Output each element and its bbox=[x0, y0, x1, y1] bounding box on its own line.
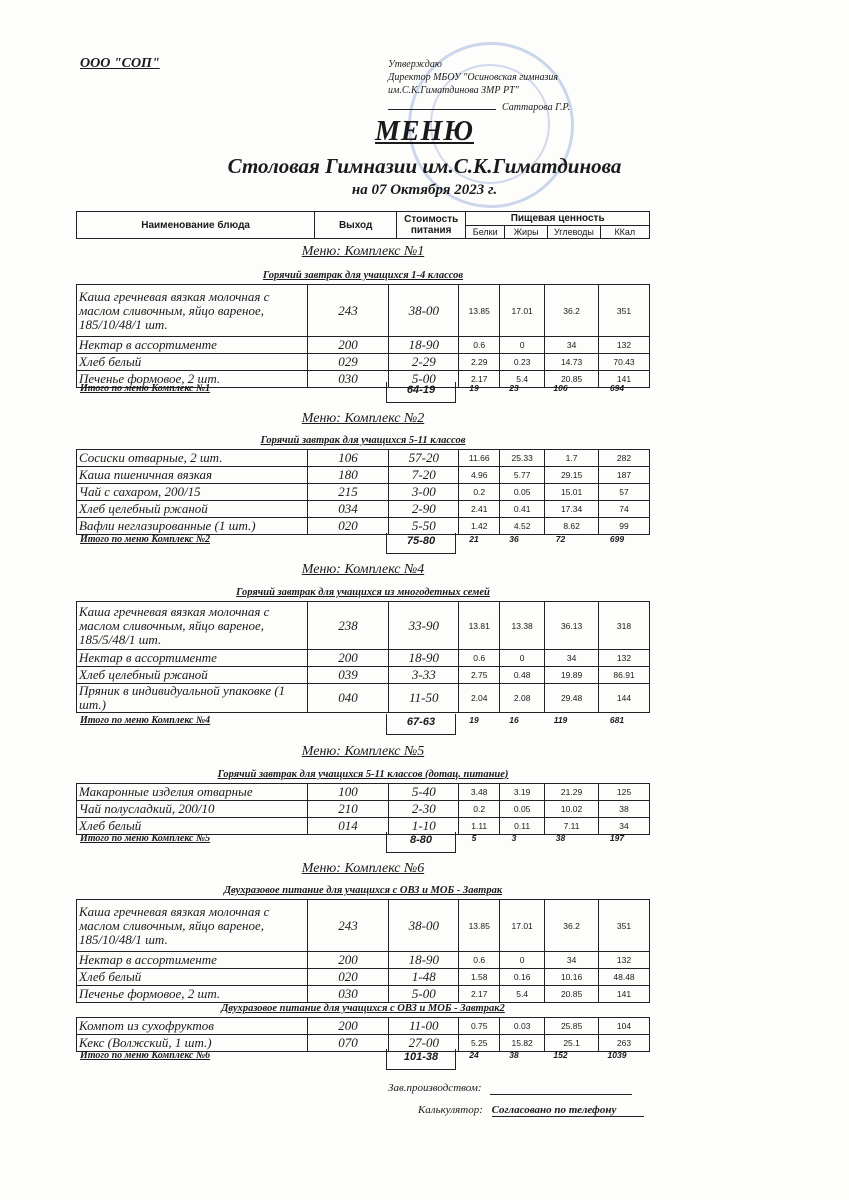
menu-title: Меню: Комплекс №6 bbox=[301, 861, 425, 876]
kcal-value: 141 bbox=[599, 986, 650, 1003]
dish-price: 5-00 bbox=[389, 371, 459, 388]
production-signature-line bbox=[490, 1082, 632, 1095]
protein-value: 4.96 bbox=[459, 467, 500, 484]
section-subtitle: Горячий завтрак для учащихся 5-11 классов (дотац. питание) bbox=[217, 769, 509, 780]
dish-output: 029 bbox=[307, 354, 389, 371]
calculator-signoff bbox=[418, 1104, 644, 1117]
fat-value: 4.52 bbox=[500, 518, 545, 535]
total-protein: 21 bbox=[469, 534, 479, 544]
fat-value: 0 bbox=[500, 952, 545, 969]
dish-name: Вафли неглазированные (1 шт.) bbox=[77, 518, 308, 535]
total-price: 64-19 bbox=[386, 382, 456, 403]
kcal-value: 141 bbox=[599, 371, 650, 388]
menu-total bbox=[76, 383, 650, 403]
menu-total bbox=[76, 1050, 650, 1070]
carbs-value: 25.1 bbox=[545, 1035, 599, 1052]
total-kcal: 197 bbox=[609, 833, 625, 843]
table-row bbox=[77, 818, 650, 835]
table-row bbox=[77, 1018, 650, 1035]
dish-output: 210 bbox=[307, 801, 389, 818]
dish-name: Хлеб белый bbox=[77, 969, 308, 986]
total-fat: 36 bbox=[509, 534, 519, 544]
table-row bbox=[77, 1035, 650, 1052]
kcal-value: 144 bbox=[599, 684, 650, 713]
protein-value: 2.17 bbox=[459, 371, 500, 388]
kcal-value: 351 bbox=[599, 285, 650, 337]
total-protein: 19 bbox=[469, 383, 479, 393]
menu-table bbox=[76, 899, 650, 1003]
table-row bbox=[77, 952, 650, 969]
dish-output: 040 bbox=[307, 684, 389, 713]
dish-output: 106 bbox=[307, 450, 389, 467]
total-kcal: 681 bbox=[609, 715, 625, 725]
total-kcal: 699 bbox=[609, 534, 625, 544]
dish-output: 070 bbox=[307, 1035, 389, 1052]
total-carbs: 38 bbox=[555, 833, 566, 843]
dish-name: Чай с сахаром, 200/15 bbox=[77, 484, 308, 501]
fat-value: 25.33 bbox=[500, 450, 545, 467]
section-subtitle: Двухразовое питание для учащихся с ОВЗ и МОБ - Завтрак bbox=[223, 885, 503, 896]
kcal-value: 57 bbox=[599, 484, 650, 501]
kcal-value: 351 bbox=[599, 900, 650, 952]
dish-name: Компот из сухофруктов bbox=[77, 1018, 308, 1035]
carbs-value: 20.85 bbox=[545, 371, 599, 388]
dish-price: 18-90 bbox=[389, 952, 459, 969]
total-carbs: 106 bbox=[553, 383, 568, 393]
dish-price: 1-10 bbox=[389, 818, 459, 835]
protein-value: 2.17 bbox=[459, 986, 500, 1003]
carbs-value: 34 bbox=[545, 650, 599, 667]
section-subtitle: Двухразовое питание для учащихся с ОВЗ и МОБ - Завтрак2 bbox=[221, 1003, 505, 1014]
total-kcal: 694 bbox=[609, 383, 625, 393]
fat-value: 0.41 bbox=[500, 501, 545, 518]
table-header bbox=[76, 211, 650, 239]
dish-output: 030 bbox=[307, 986, 389, 1003]
table-row bbox=[77, 285, 650, 337]
calculator-label: Калькулятор: bbox=[418, 1104, 483, 1116]
approval-block bbox=[388, 58, 570, 114]
dish-output: 030 bbox=[307, 371, 389, 388]
menu-table bbox=[76, 449, 650, 535]
table-row bbox=[77, 650, 650, 667]
total-fat: 3 bbox=[511, 833, 517, 843]
header-output: Выход bbox=[315, 212, 397, 239]
dish-price: 11-00 bbox=[389, 1018, 459, 1035]
dish-price: 27-00 bbox=[389, 1035, 459, 1052]
fat-value: 2.08 bbox=[500, 684, 545, 713]
dish-output: 200 bbox=[307, 1018, 389, 1035]
carbs-value: 36.13 bbox=[545, 602, 599, 650]
table-row bbox=[77, 684, 650, 713]
dish-output: 200 bbox=[307, 337, 389, 354]
fat-value: 5.4 bbox=[500, 986, 545, 1003]
kcal-value: 125 bbox=[599, 784, 650, 801]
carbs-value: 20.85 bbox=[545, 986, 599, 1003]
dish-name: Чай полусладкий, 200/10 bbox=[77, 801, 308, 818]
dish-price: 1-48 bbox=[389, 969, 459, 986]
dish-name: Хлеб целебный ржаной bbox=[77, 667, 308, 684]
dish-name: Нектар в ассортименте bbox=[77, 337, 308, 354]
fat-value: 13.38 bbox=[500, 602, 545, 650]
carbs-value: 19.89 bbox=[545, 667, 599, 684]
kcal-value: 70.43 bbox=[599, 354, 650, 371]
menu-title: Меню: Комплекс №2 bbox=[301, 411, 425, 426]
total-label: Итого по меню Комплекс №2 bbox=[80, 534, 211, 545]
total-protein: 19 bbox=[469, 715, 479, 725]
protein-value: 0.2 bbox=[459, 484, 500, 501]
carbs-value: 29.15 bbox=[545, 467, 599, 484]
kcal-value: 38 bbox=[599, 801, 650, 818]
dish-name: Макаронные изделия отварные bbox=[77, 784, 308, 801]
carbs-value: 7.11 bbox=[545, 818, 599, 835]
protein-value: 1.42 bbox=[459, 518, 500, 535]
calculator-value: Согласовано по телефону bbox=[492, 1104, 644, 1117]
dish-output: 180 bbox=[307, 467, 389, 484]
section-subtitle: Горячий завтрак для учащихся 1-4 классов bbox=[262, 270, 464, 281]
total-fat: 16 bbox=[509, 715, 519, 725]
total-protein: 24 bbox=[469, 1050, 479, 1060]
total-carbs: 152 bbox=[553, 1050, 568, 1060]
total-price: 75-80 bbox=[386, 533, 456, 554]
kcal-value: 132 bbox=[599, 952, 650, 969]
dish-name: Сосиски отварные, 2 шт. bbox=[77, 450, 308, 467]
fat-value: 0 bbox=[500, 650, 545, 667]
approval-line-3: им.С.К.Гиматдинова ЗМР РТ" bbox=[388, 85, 519, 96]
fat-value: 0.05 bbox=[500, 801, 545, 818]
table-row bbox=[77, 467, 650, 484]
carbs-value: 1.7 bbox=[545, 450, 599, 467]
protein-value: 0.6 bbox=[459, 337, 500, 354]
protein-value: 2.29 bbox=[459, 354, 500, 371]
dish-name: Каша гречневая вязкая молочная с маслом сливочным, яйцо вареное, 185/10/48/1 шт. bbox=[77, 285, 308, 337]
fat-value: 0.03 bbox=[500, 1018, 545, 1035]
total-label: Итого по меню Комплекс №6 bbox=[80, 1050, 211, 1061]
dish-price: 3-00 bbox=[389, 484, 459, 501]
dish-name: Каша гречневая вязкая молочная с маслом сливочным, яйцо вареное, 185/10/48/1 шт. bbox=[77, 900, 308, 952]
table-row bbox=[77, 784, 650, 801]
dish-output: 039 bbox=[307, 667, 389, 684]
protein-value: 13.85 bbox=[459, 285, 500, 337]
total-protein: 5 bbox=[471, 833, 477, 843]
menu-total bbox=[76, 534, 650, 554]
dish-output: 100 bbox=[307, 784, 389, 801]
dish-price: 2-90 bbox=[389, 501, 459, 518]
dish-price: 5-00 bbox=[389, 986, 459, 1003]
dish-price: 2-30 bbox=[389, 801, 459, 818]
carbs-value: 8.62 bbox=[545, 518, 599, 535]
fat-value: 0 bbox=[500, 337, 545, 354]
approval-line-2: Директор МБОУ "Осиновская гимназия bbox=[388, 72, 559, 83]
carbs-value: 36.2 bbox=[545, 900, 599, 952]
fat-value: 5.77 bbox=[500, 467, 545, 484]
protein-value: 0.2 bbox=[459, 801, 500, 818]
header-kcal: ККал bbox=[600, 226, 649, 239]
dish-price: 5-50 bbox=[389, 518, 459, 535]
dish-price: 2-29 bbox=[389, 354, 459, 371]
page-title-text: МЕНЮ bbox=[375, 116, 474, 147]
total-price: 67-63 bbox=[386, 714, 456, 735]
total-label: Итого по меню Комплекс №1 bbox=[80, 383, 211, 394]
table-row bbox=[77, 602, 650, 650]
dish-price: 33-90 bbox=[389, 602, 459, 650]
page-subtitle: Столовая Гимназии им.С.К.Гиматдинова bbox=[227, 154, 622, 178]
carbs-value: 14.73 bbox=[545, 354, 599, 371]
header-price: Стоимость питания bbox=[397, 212, 466, 239]
carbs-value: 34 bbox=[545, 952, 599, 969]
dish-name: Кекс (Волжский, 1 шт.) bbox=[77, 1035, 308, 1052]
dish-name: Печенье формовое, 2 шт. bbox=[77, 371, 308, 388]
total-label: Итого по меню Комплекс №5 bbox=[80, 833, 211, 844]
protein-value: 2.41 bbox=[459, 501, 500, 518]
fat-value: 0.05 bbox=[500, 484, 545, 501]
dish-name: Каша гречневая вязкая молочная с маслом сливочным, яйцо вареное, 185/5/48/1 шт. bbox=[77, 602, 308, 650]
protein-value: 1.11 bbox=[459, 818, 500, 835]
dish-output: 243 bbox=[307, 285, 389, 337]
table-row bbox=[77, 354, 650, 371]
fat-value: 17.01 bbox=[500, 900, 545, 952]
dish-name: Хлеб белый bbox=[77, 354, 308, 371]
protein-value: 13.81 bbox=[459, 602, 500, 650]
kcal-value: 318 bbox=[599, 602, 650, 650]
protein-value: 2.75 bbox=[459, 667, 500, 684]
protein-value: 1.58 bbox=[459, 969, 500, 986]
table-row bbox=[77, 501, 650, 518]
fat-value: 3.19 bbox=[500, 784, 545, 801]
dish-price: 38-00 bbox=[389, 900, 459, 952]
table-row bbox=[77, 969, 650, 986]
table-row bbox=[77, 450, 650, 467]
dish-name: Нектар в ассортименте bbox=[77, 650, 308, 667]
protein-value: 2.04 bbox=[459, 684, 500, 713]
kcal-value: 187 bbox=[599, 467, 650, 484]
carbs-value: 25.85 bbox=[545, 1018, 599, 1035]
dish-price: 7-20 bbox=[389, 467, 459, 484]
protein-value: 0.75 bbox=[459, 1018, 500, 1035]
dish-price: 57-20 bbox=[389, 450, 459, 467]
carbs-value: 15.01 bbox=[545, 484, 599, 501]
table-row bbox=[77, 900, 650, 952]
carbs-value: 29.48 bbox=[545, 684, 599, 713]
section-subtitle: Горячий завтрак для учащихся 5-11 классов bbox=[260, 435, 466, 446]
fat-value: 17.01 bbox=[500, 285, 545, 337]
total-fat: 23 bbox=[509, 383, 519, 393]
protein-value: 3.48 bbox=[459, 784, 500, 801]
carbs-value: 17.34 bbox=[545, 501, 599, 518]
dish-price: 3-33 bbox=[389, 667, 459, 684]
kcal-value: 282 bbox=[599, 450, 650, 467]
fat-value: 0.11 bbox=[500, 818, 545, 835]
kcal-value: 263 bbox=[599, 1035, 650, 1052]
dish-output: 020 bbox=[307, 518, 389, 535]
protein-value: 13.85 bbox=[459, 900, 500, 952]
header-nutrition: Пищевая ценность bbox=[466, 212, 650, 226]
dish-price: 18-90 bbox=[389, 650, 459, 667]
kcal-value: 132 bbox=[599, 650, 650, 667]
dish-output: 020 bbox=[307, 969, 389, 986]
table-row bbox=[77, 518, 650, 535]
dish-output: 238 bbox=[307, 602, 389, 650]
dish-price: 5-40 bbox=[389, 784, 459, 801]
menu-total bbox=[76, 833, 650, 853]
approval-signer: Саттарова Г.Р. bbox=[502, 102, 571, 113]
total-fat: 38 bbox=[509, 1050, 519, 1060]
organization-name: ООО "СОП" bbox=[80, 56, 160, 71]
kcal-value: 104 bbox=[599, 1018, 650, 1035]
dish-price: 38-00 bbox=[389, 285, 459, 337]
total-kcal: 1039 bbox=[607, 1050, 627, 1060]
table-row bbox=[77, 801, 650, 818]
production-label: Зав.производством: bbox=[388, 1082, 482, 1094]
dish-name: Пряник в индивидуальной упаковке (1 шт.) bbox=[77, 684, 308, 713]
header-protein: Белки bbox=[466, 226, 505, 239]
menu-date: на 07 Октября 2023 г. bbox=[351, 182, 498, 198]
dish-name: Хлеб белый bbox=[77, 818, 308, 835]
total-carbs: 119 bbox=[553, 715, 568, 725]
total-label: Итого по меню Комплекс №4 bbox=[80, 715, 211, 726]
menu-title: Меню: Комплекс №4 bbox=[301, 562, 425, 577]
fat-value: 5.4 bbox=[500, 371, 545, 388]
dish-output: 200 bbox=[307, 650, 389, 667]
menu-table bbox=[76, 783, 650, 835]
menu-table bbox=[76, 601, 650, 713]
total-price: 8-80 bbox=[386, 832, 456, 853]
kcal-value: 34 bbox=[599, 818, 650, 835]
dish-price: 18-90 bbox=[389, 337, 459, 354]
section-subtitle: Горячий завтрак для учащихся из многодетных семей bbox=[236, 587, 490, 598]
signature-line bbox=[388, 109, 496, 110]
header-fat: Жиры bbox=[505, 226, 548, 239]
kcal-value: 132 bbox=[599, 337, 650, 354]
protein-value: 0.6 bbox=[459, 650, 500, 667]
kcal-value: 99 bbox=[599, 518, 650, 535]
total-carbs: 72 bbox=[555, 534, 566, 544]
fat-value: 0.48 bbox=[500, 667, 545, 684]
protein-value: 5.25 bbox=[459, 1035, 500, 1052]
carbs-value: 36.2 bbox=[545, 285, 599, 337]
menu-total bbox=[76, 715, 650, 735]
menu-title: Меню: Комплекс №1 bbox=[301, 244, 425, 259]
protein-value: 11.66 bbox=[459, 450, 500, 467]
menu-table bbox=[76, 284, 650, 388]
table-row bbox=[77, 986, 650, 1003]
carbs-value: 10.02 bbox=[545, 801, 599, 818]
kcal-value: 74 bbox=[599, 501, 650, 518]
dish-name: Каша пшеничная вязкая bbox=[77, 467, 308, 484]
carbs-value: 34 bbox=[545, 337, 599, 354]
dish-output: 243 bbox=[307, 900, 389, 952]
production-signoff bbox=[388, 1082, 632, 1095]
dish-output: 014 bbox=[307, 818, 389, 835]
carbs-value: 21.29 bbox=[545, 784, 599, 801]
fat-value: 15.82 bbox=[500, 1035, 545, 1052]
kcal-value: 86.91 bbox=[599, 667, 650, 684]
table-row bbox=[77, 667, 650, 684]
header-carbs: Углеводы bbox=[548, 226, 600, 239]
dish-output: 215 bbox=[307, 484, 389, 501]
menu-table bbox=[76, 1017, 650, 1052]
table-row bbox=[77, 337, 650, 354]
protein-value: 0.6 bbox=[459, 952, 500, 969]
header-name: Наименование блюда bbox=[77, 212, 315, 239]
fat-value: 0.23 bbox=[500, 354, 545, 371]
approval-line-1: Утверждаю bbox=[388, 59, 442, 70]
dish-output: 034 bbox=[307, 501, 389, 518]
dish-name: Нектар в ассортименте bbox=[77, 952, 308, 969]
dish-output: 200 bbox=[307, 952, 389, 969]
page-title bbox=[0, 116, 849, 148]
fat-value: 0.16 bbox=[500, 969, 545, 986]
total-price: 101-38 bbox=[386, 1049, 456, 1070]
dish-name: Хлеб целебный ржаной bbox=[77, 501, 308, 518]
table-row bbox=[77, 484, 650, 501]
carbs-value: 10.16 bbox=[545, 969, 599, 986]
kcal-value: 48.48 bbox=[599, 969, 650, 986]
menu-title: Меню: Комплекс №5 bbox=[301, 744, 425, 759]
dish-price: 11-50 bbox=[389, 684, 459, 713]
dish-name: Печенье формовое, 2 шт. bbox=[77, 986, 308, 1003]
